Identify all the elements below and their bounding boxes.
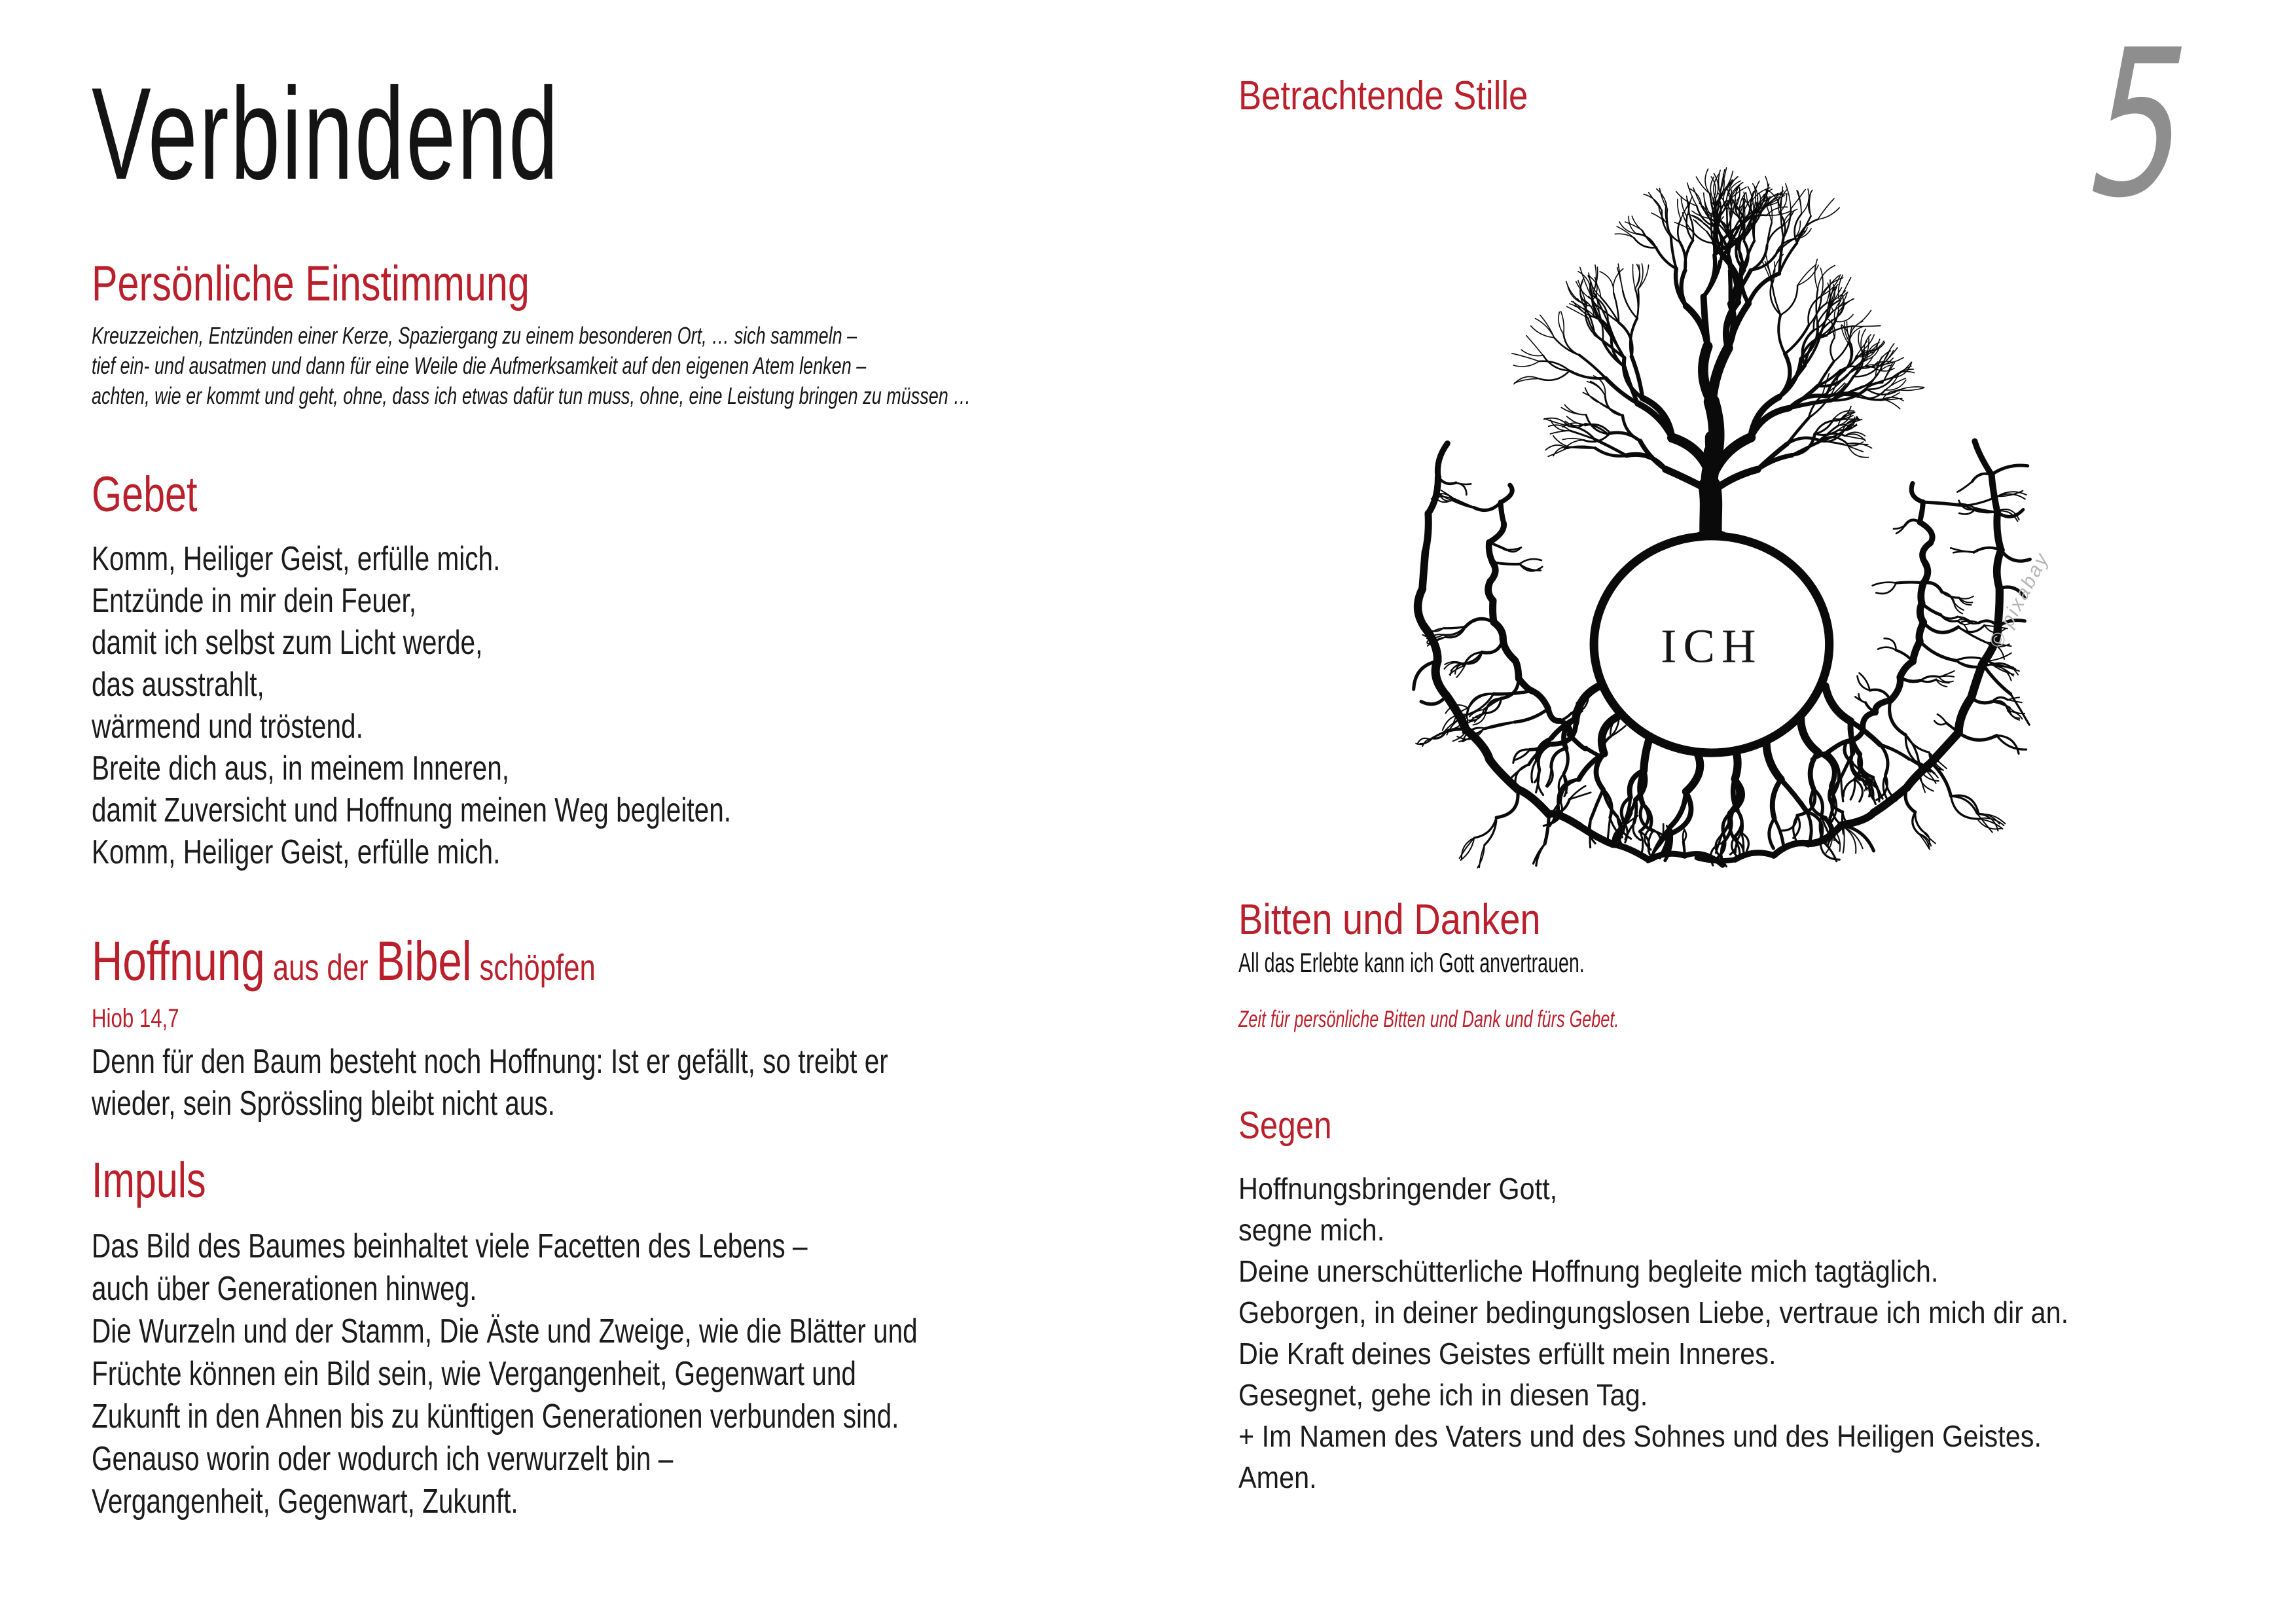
bible-quote xyxy=(92,1041,888,1125)
segen-line: segne mich. xyxy=(1238,1213,1385,1247)
hoffnung-heading-part: aus der xyxy=(264,946,376,988)
impuls-line: Genauso worin oder wodurch ich verwurzelt bin – xyxy=(92,1440,674,1478)
gebet-line: damit Zuversicht und Hoffnung meinen Weg begleiten. xyxy=(92,791,732,829)
impuls-line: auch über Generationen hinweg. xyxy=(92,1270,477,1308)
hoffnung-heading-part: Bibel xyxy=(376,929,472,992)
impuls-text xyxy=(92,1225,918,1523)
tree-of-life-svg xyxy=(1388,157,2049,877)
page-number: 5 xyxy=(2087,7,2192,243)
segen-line: Geborgen, in deiner bedingungslosen Liebe, vertraue ich mich dir an. xyxy=(1238,1295,2069,1329)
image-credit: © pixabay xyxy=(1985,549,2054,652)
gebet-heading: Gebet xyxy=(92,467,198,522)
einstimmung-line: tief ein- und ausatmen und dann für eine Weile die Aufmerksamkeit auf den eigenen Atem lenken – xyxy=(92,352,867,379)
segen-text xyxy=(1238,1168,2068,1498)
gebet-line: wärmend und tröstend. xyxy=(92,708,363,746)
bible-quote-line: Denn für den Baum besteht noch Hoffnung: Ist er gefällt, so treibt er xyxy=(92,1043,888,1081)
impuls-line: Früchte können ein Bild sein, wie Vergangenheit, Gegenwart und xyxy=(92,1355,856,1393)
bitten-text: All das Erlebte kann ich Gott anvertrauen. xyxy=(1238,947,1585,978)
bible-quote-line: wieder, sein Sprössling bleibt nicht aus. xyxy=(92,1085,555,1123)
einstimmung-line: achten, wie er kommt und geht, ohne, dass ich etwas dafür tun muss, ohne, eine Leistung bringen zu müssen … xyxy=(92,382,971,409)
einstimmung-line: Kreuzzeichen, Entzünden einer Kerze, Spaziergang zu einem besonderen Ort, … sich sammeln – xyxy=(92,322,857,349)
segen-heading: Segen xyxy=(1238,1104,1332,1147)
ich-label: ICH xyxy=(1661,619,1763,673)
segen-line: Amen. xyxy=(1238,1460,1317,1494)
bitten-note: Zeit für persönliche Bitten und Dank und fürs Gebet. xyxy=(1238,1005,1619,1032)
einstimmung-heading: Persönliche Einstimmung xyxy=(92,256,530,312)
segen-line: Hoffnungsbringender Gott, xyxy=(1238,1172,1558,1206)
segen-line: Gesegnet, gehe ich in diesen Tag. xyxy=(1238,1378,1648,1412)
hoffnung-heading-part: schöpfen xyxy=(471,946,596,988)
gebet-line: damit ich selbst zum Licht werde, xyxy=(92,624,483,662)
impuls-heading: Impuls xyxy=(92,1153,206,1208)
gebet-text xyxy=(92,538,731,873)
gebet-line: Breite dich aus, in meinem Inneren, xyxy=(92,749,510,787)
gebet-line: das ausstrahlt, xyxy=(92,666,264,704)
page-title: Verbindend xyxy=(92,61,560,207)
einstimmung-text xyxy=(92,321,971,411)
hoffnung-heading xyxy=(92,929,596,992)
stille-heading: Betrachtende Stille xyxy=(1238,73,1528,118)
segen-line: Deine unerschütterliche Hoffnung begleite mich tagtäglich. xyxy=(1238,1254,1939,1288)
tree-of-life-illustration xyxy=(1388,157,2054,877)
gebet-line: Komm, Heiliger Geist, erfülle mich. xyxy=(92,540,501,578)
gebet-line: Komm, Heiliger Geist, erfülle mich. xyxy=(92,833,501,871)
gebet-line: Entzünde in mir dein Feuer, xyxy=(92,582,417,620)
segen-line: Die Kraft deines Geistes erfüllt mein Inneres. xyxy=(1238,1337,1776,1371)
bible-reference: Hiob 14,7 xyxy=(92,1004,179,1033)
impuls-line: Die Wurzeln und der Stamm, Die Äste und Zweige, wie die Blätter und xyxy=(92,1312,918,1350)
bitten-heading: Bitten und Danken xyxy=(1238,895,1541,943)
impuls-line: Vergangenheit, Gegenwart, Zukunft. xyxy=(92,1483,518,1521)
segen-line: + Im Namen des Vaters und des Sohnes und des Heiligen Geistes. xyxy=(1238,1419,2042,1453)
impuls-line: Das Bild des Baumes beinhaltet viele Facetten des Lebens – xyxy=(92,1227,808,1265)
hoffnung-heading-part: Hoffnung xyxy=(92,929,265,992)
impuls-line: Zukunft in den Ahnen bis zu künftigen Generationen verbunden sind. xyxy=(92,1398,899,1435)
